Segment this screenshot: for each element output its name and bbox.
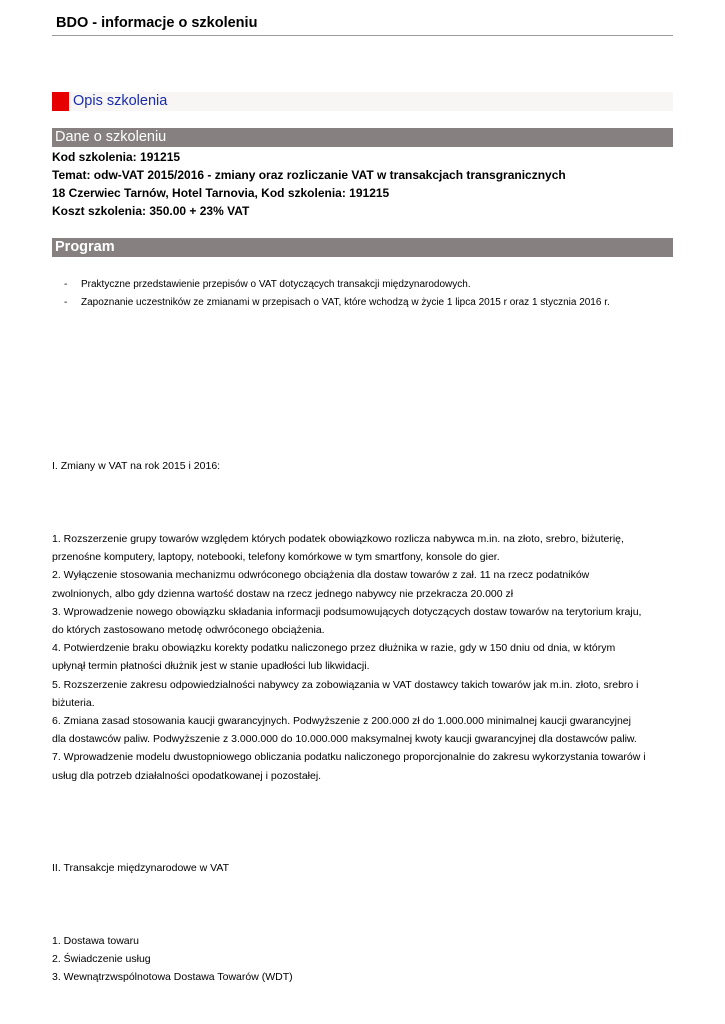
list-item: 2. Świadczenie usług xyxy=(52,953,151,966)
koszt-szkolenia: Koszt szkolenia: 350.00 + 23% VAT xyxy=(52,204,250,218)
temat: Temat: odw-VAT 2015/2016 - zmiany oraz rozliczanie VAT w transakcjach transgranicznych xyxy=(52,168,566,182)
program-bullets xyxy=(64,276,674,312)
dane-section-bar xyxy=(52,128,673,147)
dane-title: Dane o szkoleniu xyxy=(55,129,167,145)
list-item: 1. Rozszerzenie grupy towarów względem których podatek obowiązkowo rozlicza nabywca m.in. na złoto, srebro, biżuterię, xyxy=(52,533,624,545)
list-item: 3. Wprowadzenie nowego obowiązku składania informacji podsumowujących dotyczących dostaw towarów na terytorium kraju, xyxy=(52,605,642,618)
section1-heading: I. Zmiany w VAT na rok 2015 i 2016: xyxy=(52,460,221,472)
list-item: 5. Rozszerzenie zakresu odpowiedzialności nabywcy za zobowiązania w VAT dostawcy takich towarów jak m.in. złoto, srebro i xyxy=(52,678,639,691)
list-item: 4. Potwierdzenie braku obowiązku korekty podatku naliczonego przez dłużnika w razie, gdy w 150 dniu od dnia, w którym xyxy=(52,642,616,655)
section1-list xyxy=(52,530,677,785)
list-item: - Zapoznanie uczestników ze zmianami w przepisach o VAT, które wchodzą w życie 1 lipca 2015 r oraz 1 stycznia 2016 r. xyxy=(64,294,674,312)
opis-title: Opis szkolenia xyxy=(73,93,168,109)
section2-list xyxy=(52,932,293,987)
list-item: do których zastosowano metodę odwróconego obciążenia. xyxy=(52,624,325,637)
list-item: dla dostawców paliw. Podwyższenie z 3.000.000 do 10.000.000 maksymalnej kwoty kaucji gwarancyjnej dla dostawców paliw. xyxy=(52,733,637,746)
termin-miejsce: 18 Czerwiec Tarnów, Hotel Tarnovia, Kod szkolenia: 191215 xyxy=(52,186,390,200)
list-item: - Praktyczne przedstawienie przepisów o VAT dotyczących transakcji międzynarodowych. xyxy=(64,276,674,294)
section2-heading: II. Transakcje międzynarodowe w VAT xyxy=(52,862,230,874)
list-item: usług dla potrzeb działalności opodatkowanej i pozostałej. xyxy=(52,769,322,782)
opis-section-header xyxy=(52,92,673,111)
list-item: 6. Zmiana zasad stosowania kaucji gwarancyjnych. Podwyższenie z 200.000 zł do 1.000.000 minimalnej kaucji gwarancyjnej xyxy=(52,715,631,728)
list-item: 1. Dostawa towaru xyxy=(52,935,139,947)
list-item: zwolnionych, albo gdy dzienna wartość dostaw na rzecz jednego nabywcy nie przekracza 20.000 zł xyxy=(52,587,514,600)
list-item: 2. Wyłączenie stosowania mechanizmu odwróconego obciążenia dla dostaw towarów z zał. 11 na rzecz podatników xyxy=(52,569,590,582)
list-item: biżuteria. xyxy=(52,696,95,709)
list-item: 3. Wewnątrzwspólnotowa Dostawa Towarów (WDT) xyxy=(52,971,293,984)
page-title: BDO - informacje o szkoleniu xyxy=(56,15,258,31)
list-item: przenośne komputery, laptopy, notebooki, telefony komórkowe w tym smartfony, konsole do gier. xyxy=(52,551,500,564)
page-header xyxy=(52,13,673,36)
red-square-icon xyxy=(52,92,69,111)
list-item: 7. Wprowadzenie modelu dwustopniowego obliczania podatku naliczonego proporcjonalnie do zakresu wykorzystania towarów i xyxy=(52,751,646,764)
kod-szkolenia: Kod szkolenia: 191215 xyxy=(52,150,181,164)
program-title: Program xyxy=(55,239,115,255)
program-section-bar xyxy=(52,238,673,257)
list-item: upłynął termin płatności dłużnik jest w stanie upadłości lub likwidacji. xyxy=(52,660,370,673)
